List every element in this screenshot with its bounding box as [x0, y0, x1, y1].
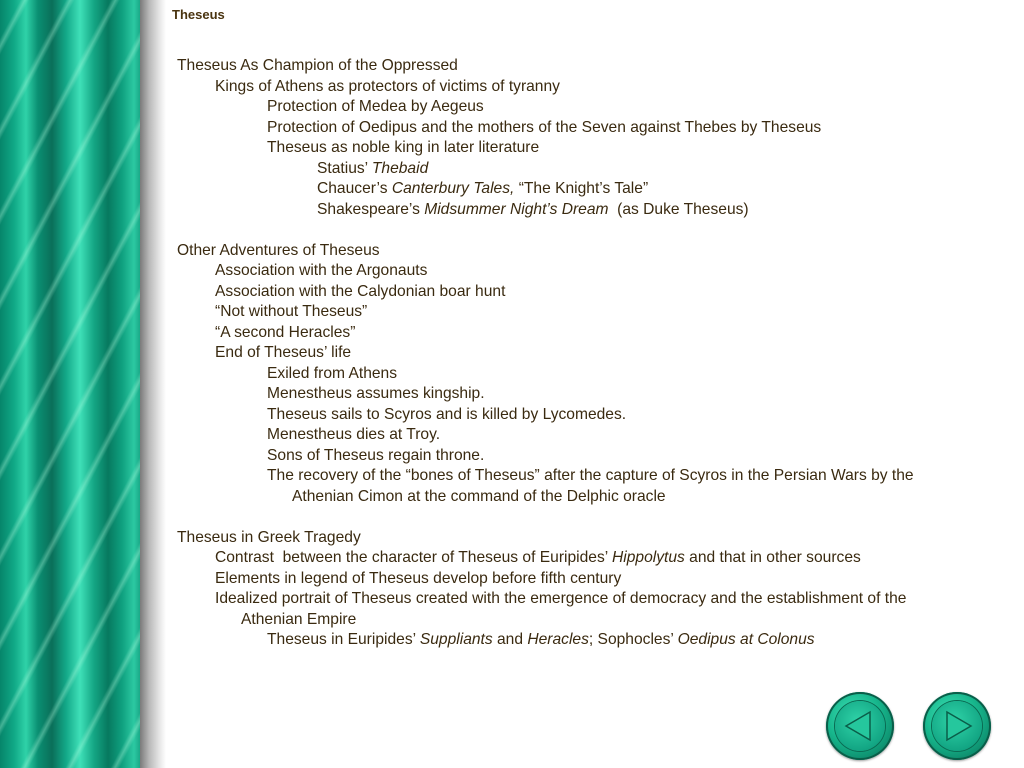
outline-item: Sons of Theseus regain throne.: [267, 446, 485, 464]
outline-item: Kings of Athens as protectors of victims of tyranny: [215, 77, 560, 95]
text-run: and that in other sources: [684, 549, 861, 566]
section-heading: Theseus in Greek Tragedy: [177, 528, 361, 546]
outline-item: Theseus sails to Scyros and is killed by Lycomedes.: [267, 405, 627, 423]
outline-item-continuation: Athenian Cimon at the command of the Delphic oracle: [292, 487, 666, 505]
outline-item: “Not without Theseus”: [215, 303, 368, 320]
outline-item: [177, 159, 997, 180]
spacer: [177, 507, 997, 528]
outline-item: Exiled from Athens: [267, 364, 398, 382]
outline-item: Menestheus dies at Troy.: [267, 426, 441, 443]
text-run: Chaucer’s: [317, 180, 392, 197]
sidebar-shadow: [140, 0, 166, 768]
outline-item: [177, 200, 997, 221]
slide-outline: [177, 56, 997, 651]
outline-item: Idealized portrait of Theseus created with the emergence of democracy and the establishment of the: [215, 590, 907, 607]
outline-item: [177, 630, 997, 651]
outline-item: [177, 548, 997, 569]
triangle-right-icon: [923, 692, 991, 760]
work-title: Oedipus at Colonus: [677, 631, 815, 648]
slide-title: Theseus: [172, 7, 225, 22]
work-title: Midsummer Night’s Dream: [424, 200, 609, 218]
outline-item: “A second Heracles”: [215, 323, 356, 341]
section-heading: Theseus As Champion of the Oppressed: [177, 57, 458, 74]
text-run: Theseus in Euripides’: [267, 631, 420, 648]
next-slide-button[interactable]: [923, 692, 991, 760]
outline-item-continuation: Athenian Empire: [241, 610, 357, 628]
text-run: ; Sophocles’: [588, 631, 678, 648]
work-title: Suppliants: [419, 631, 493, 648]
outline-item: End of Theseus’ life: [215, 344, 352, 361]
outline-item: Menestheus assumes kingship.: [267, 385, 485, 402]
text-run: Contrast between the character of Theseus of Euripides’: [215, 549, 612, 566]
outline-item: Elements in legend of Theseus develop before fifth century: [215, 569, 622, 587]
section-heading: Other Adventures of Theseus: [177, 241, 380, 259]
triangle-left-icon: [826, 692, 894, 760]
text-run: “The Knight’s Tale”: [514, 180, 649, 197]
spacer: [177, 220, 997, 241]
outline-item: [177, 179, 997, 200]
previous-slide-button[interactable]: [826, 692, 894, 760]
decorative-sidebar: [0, 0, 140, 768]
outline-item: Theseus as noble king in later literature: [267, 139, 540, 156]
outline-item: Association with the Argonauts: [215, 262, 428, 279]
work-title: Hippolytus: [612, 549, 685, 566]
work-title: Canterbury Tales,: [391, 180, 515, 197]
text-run: and: [492, 631, 528, 648]
outline-item: Protection of Oedipus and the mothers of the Seven against Thebes by Theseus: [267, 118, 822, 136]
work-title: Thebaid: [371, 159, 429, 177]
outline-item: Association with the Calydonian boar hunt: [215, 282, 506, 300]
outline-item: Protection of Medea by Aegeus: [267, 98, 484, 115]
text-run: (as Duke Theseus): [608, 200, 749, 218]
work-title: Heracles: [527, 631, 589, 648]
text-run: Statius’: [317, 159, 372, 177]
text-run: Shakespeare’s: [317, 200, 425, 218]
outline-item: The recovery of the “bones of Theseus” after the capture of Scyros in the Persian Wars by the: [267, 467, 914, 484]
